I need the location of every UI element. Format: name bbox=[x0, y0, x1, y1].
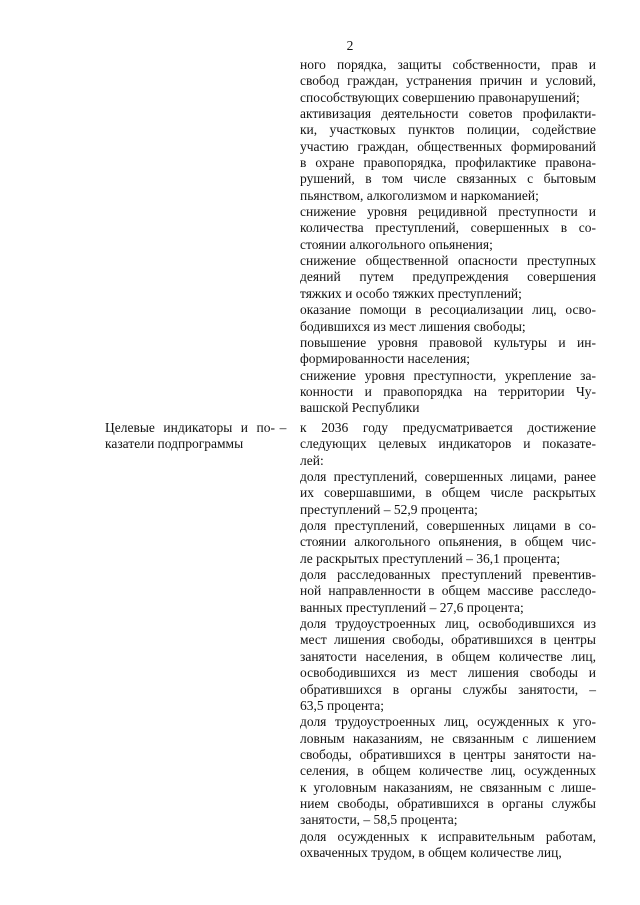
list-item bbox=[300, 302, 596, 335]
text-line: доля преступлений, совершенных лицами, ранее bbox=[300, 469, 596, 485]
text-line: следующих целевых индикаторов и показате- bbox=[300, 436, 596, 452]
text-line: конности и правопорядка на территории Чу- bbox=[300, 383, 596, 399]
indicator-item bbox=[300, 616, 596, 714]
text-line: участию граждан, общественных формирований bbox=[300, 138, 596, 154]
indicator-item bbox=[300, 469, 596, 518]
text-line: доля трудоустроенных лиц, осужденных к уго- bbox=[300, 714, 596, 730]
text-line: стоянии алкогольного опьянения; bbox=[300, 236, 493, 252]
text-line: активизация деятельности советов профилакти- bbox=[300, 106, 596, 122]
text-line: селения, в общем количестве лиц, осужденных bbox=[300, 763, 596, 779]
indicator-item bbox=[300, 714, 596, 828]
text-line: свободы, обратившихся в центры занятости на- bbox=[300, 746, 596, 762]
text-line: освободившихся из мест лишения свободы и bbox=[300, 665, 596, 681]
text-line: ного порядка, защиты собственности, прав и bbox=[300, 57, 596, 72]
text-line: снижение общественной опасности преступных bbox=[300, 253, 596, 269]
row-dash: – bbox=[279, 420, 287, 435]
text-line: снижение уровня рецидивной преступности и bbox=[300, 204, 596, 220]
top-list bbox=[300, 57, 596, 417]
indicator-item bbox=[300, 829, 596, 862]
text-line: доля трудоустроенных лиц, освободившихся из bbox=[300, 616, 596, 632]
indicator-item bbox=[300, 567, 596, 616]
list-item bbox=[300, 368, 596, 417]
list-item bbox=[300, 57, 596, 106]
text-line: доля осужденных к исправительным работам, bbox=[300, 828, 596, 844]
label-line: казатели подпрограммы bbox=[105, 436, 244, 452]
indicators-row bbox=[105, 420, 596, 900]
text-line: свобод граждан, устранения причин и условий, bbox=[300, 73, 596, 89]
text-line: стоянии алкогольного опьянения, в общем чис- bbox=[300, 534, 596, 550]
text-line: к уголовным наказаниям, не связанным с лише- bbox=[300, 779, 596, 795]
text-line: их совершавшими, в общем числе раскрытых bbox=[300, 485, 596, 501]
row-label bbox=[105, 420, 275, 453]
text-line: деяний путем предупреждения совершения bbox=[300, 269, 596, 285]
indicator-item bbox=[300, 518, 596, 567]
text-line: ной направленности в общем массиве расследо- bbox=[300, 583, 596, 599]
page-number: 2 bbox=[346, 38, 354, 53]
text-line: повышение уровня правовой культуры и ин- bbox=[300, 334, 596, 350]
text-line: пьянством, алкоголизмом и наркоманией; bbox=[300, 187, 539, 203]
text-line: занятости, – 58,5 процента; bbox=[300, 812, 458, 828]
indicator-item bbox=[300, 420, 596, 469]
text-line: доля преступлений, совершенных лицами в со- bbox=[300, 518, 596, 534]
text-line: снижение уровня преступности, укрепление за- bbox=[300, 367, 596, 383]
row-value bbox=[300, 420, 596, 861]
list-item bbox=[300, 253, 596, 302]
list-item bbox=[300, 335, 596, 368]
text-line: лей: bbox=[300, 452, 324, 468]
text-line: ки, участковых пунктов полиции, содействие bbox=[300, 122, 596, 138]
text-line: в охране правопорядка, профилактике правона- bbox=[300, 155, 596, 171]
list-item bbox=[300, 204, 596, 253]
text-line: 63,5 процента; bbox=[300, 697, 384, 713]
text-line: мест лишения свободы, обратившихся в центры bbox=[300, 632, 596, 648]
text-line: количества преступлений, совершенных в со- bbox=[300, 220, 596, 236]
text-line: вашской Республики bbox=[300, 400, 420, 416]
text-line: нием свободы, обратившихся в органы службы bbox=[300, 795, 596, 811]
text-line: обратившихся в органы службы занятости, – bbox=[300, 681, 596, 697]
text-line: преступлений – 52,9 процента; bbox=[300, 501, 478, 517]
list-item bbox=[300, 106, 596, 204]
text-line: ле раскрытых преступлений – 36,1 процента; bbox=[300, 550, 561, 566]
text-line: бодившихся из мест лишения свободы; bbox=[300, 318, 526, 334]
text-line: занятости населения, в общем количестве лиц, bbox=[300, 648, 596, 664]
text-line: рушений, в том числе связанных с бытовым bbox=[300, 171, 596, 187]
label-line: Целевые индикаторы и по- bbox=[105, 420, 275, 435]
text-line: к 2036 году предусматривается достижение bbox=[300, 420, 596, 435]
text-line: охваченных трудом, в общем количестве лиц, bbox=[300, 844, 562, 860]
text-line: доля расследованных преступлений превентив- bbox=[300, 567, 596, 583]
text-line: формированности населения; bbox=[300, 351, 471, 367]
text-line: ванных преступлений – 27,6 процента; bbox=[300, 599, 524, 615]
text-line: тяжких и особо тяжких преступлений; bbox=[300, 285, 522, 301]
text-line: оказание помощи в ресоциализации лиц, осво- bbox=[300, 302, 596, 318]
text-line: ловным наказаниям, не связанным с лишением bbox=[300, 730, 596, 746]
text-line: способствующих совершению правонарушений; bbox=[300, 89, 580, 105]
